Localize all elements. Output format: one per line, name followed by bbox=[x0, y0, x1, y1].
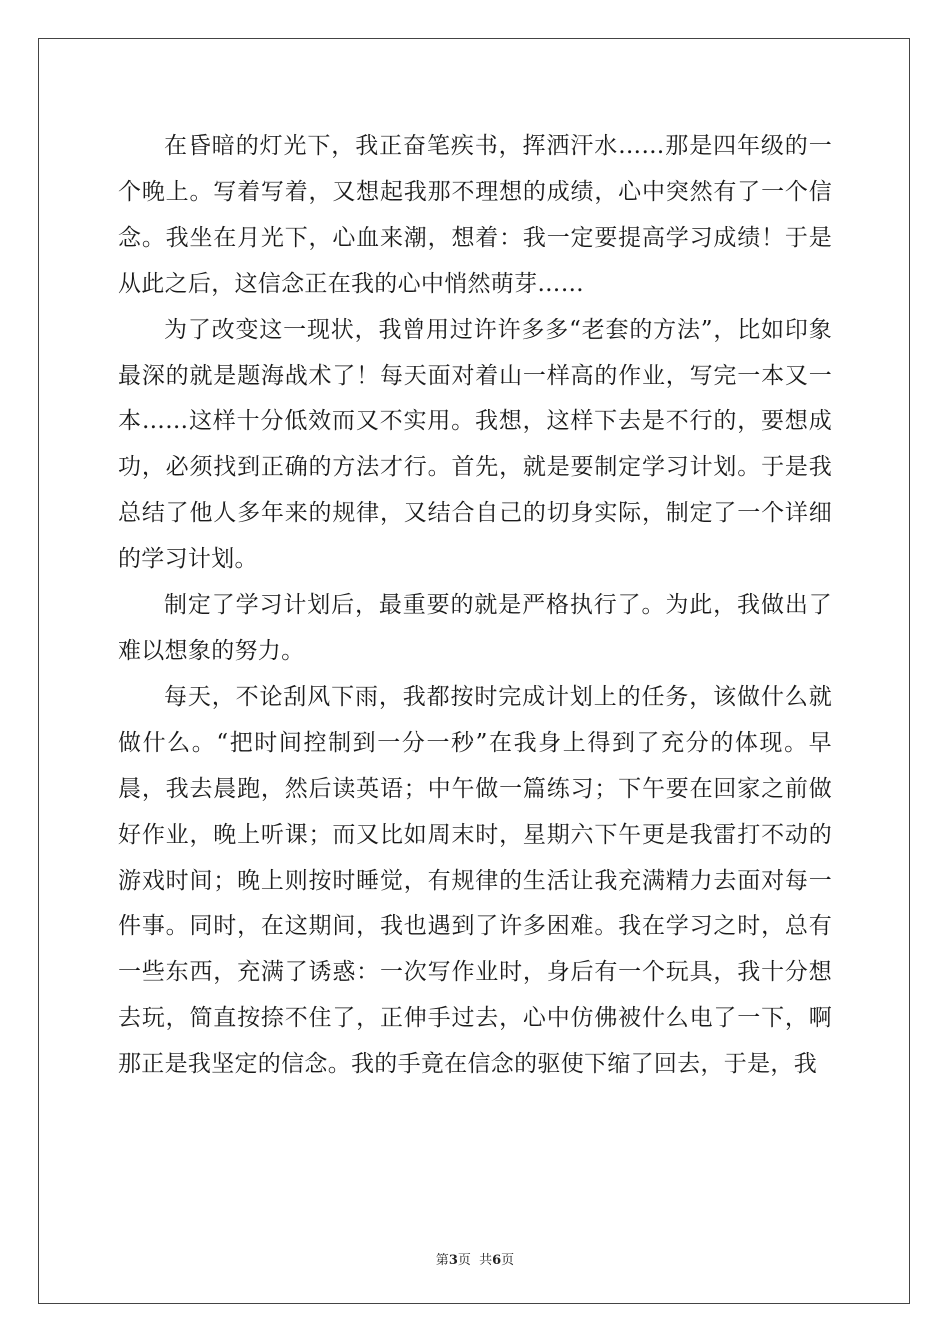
footer-suffix: 页 bbox=[501, 1253, 515, 1268]
footer-middle: 页 共 bbox=[457, 1253, 493, 1268]
paragraph-2: 为了改变这一现状，我曾用过许许多多“老套的方法”，比如印象最深的就是题海战术了！每天面对着山一样高的作业，写完一本又一本……这样十分低效而又不实用。我想，这样下去是不行的，要想成功，必须找到正确的方法才行。首先，就是要制定学习计划。于是我总结了他人多年来的规律，又结合自己的切身实际，制定了一个详细的学习计划。 bbox=[118, 316, 832, 573]
paragraph-4: 每天，不论刮风下雨，我都按时完成计划上的任务，该做什么就做什么。“把时间控制到一分一秒”在我身上得到了充分的体现。早晨，我去晨跑，然后读英语；中午做一篇练习；下午要在回家之前做好作业，晚上听课；而又比如周末时，星期六下午更是我雷打不动的游戏时间；晚上则按时睡觉，有规律的生活让我充满精力去面对每一件事。同时，在这期间，我也遇到了许多困难。我在学习之时，总有一些东西，充满了诱惑：一次写作业时，身后有一个玩具，我十分想去玩，简直按捺不住了，正伸手过去，心中仿佛被什么电了一下，啊那正是我坚定的信念。我的手竟在信念的驱使下缩了回去，于是，我 bbox=[118, 683, 832, 1078]
paragraph-1: 在昏暗的灯光下，我正奋笔疾书，挥洒汗水……那是四年级的一个晚上。写着写着，又想起我那不理想的成绩，心中突然有了一个信念。我坐在月光下，心血来潮，想着：我一定要提高学习成绩！于是从此之后，这信念正在我的心中悄然萌芽…… bbox=[118, 133, 832, 297]
footer-prefix: 第 bbox=[435, 1253, 449, 1268]
document-body bbox=[118, 124, 832, 1088]
current-page-number: 3 bbox=[448, 1253, 458, 1268]
page-footer bbox=[0, 1249, 950, 1268]
paragraph-3: 制定了学习计划后，最重要的就是严格执行了。为此，我做出了难以想象的努力。 bbox=[118, 592, 832, 664]
total-pages-number: 6 bbox=[492, 1253, 502, 1268]
